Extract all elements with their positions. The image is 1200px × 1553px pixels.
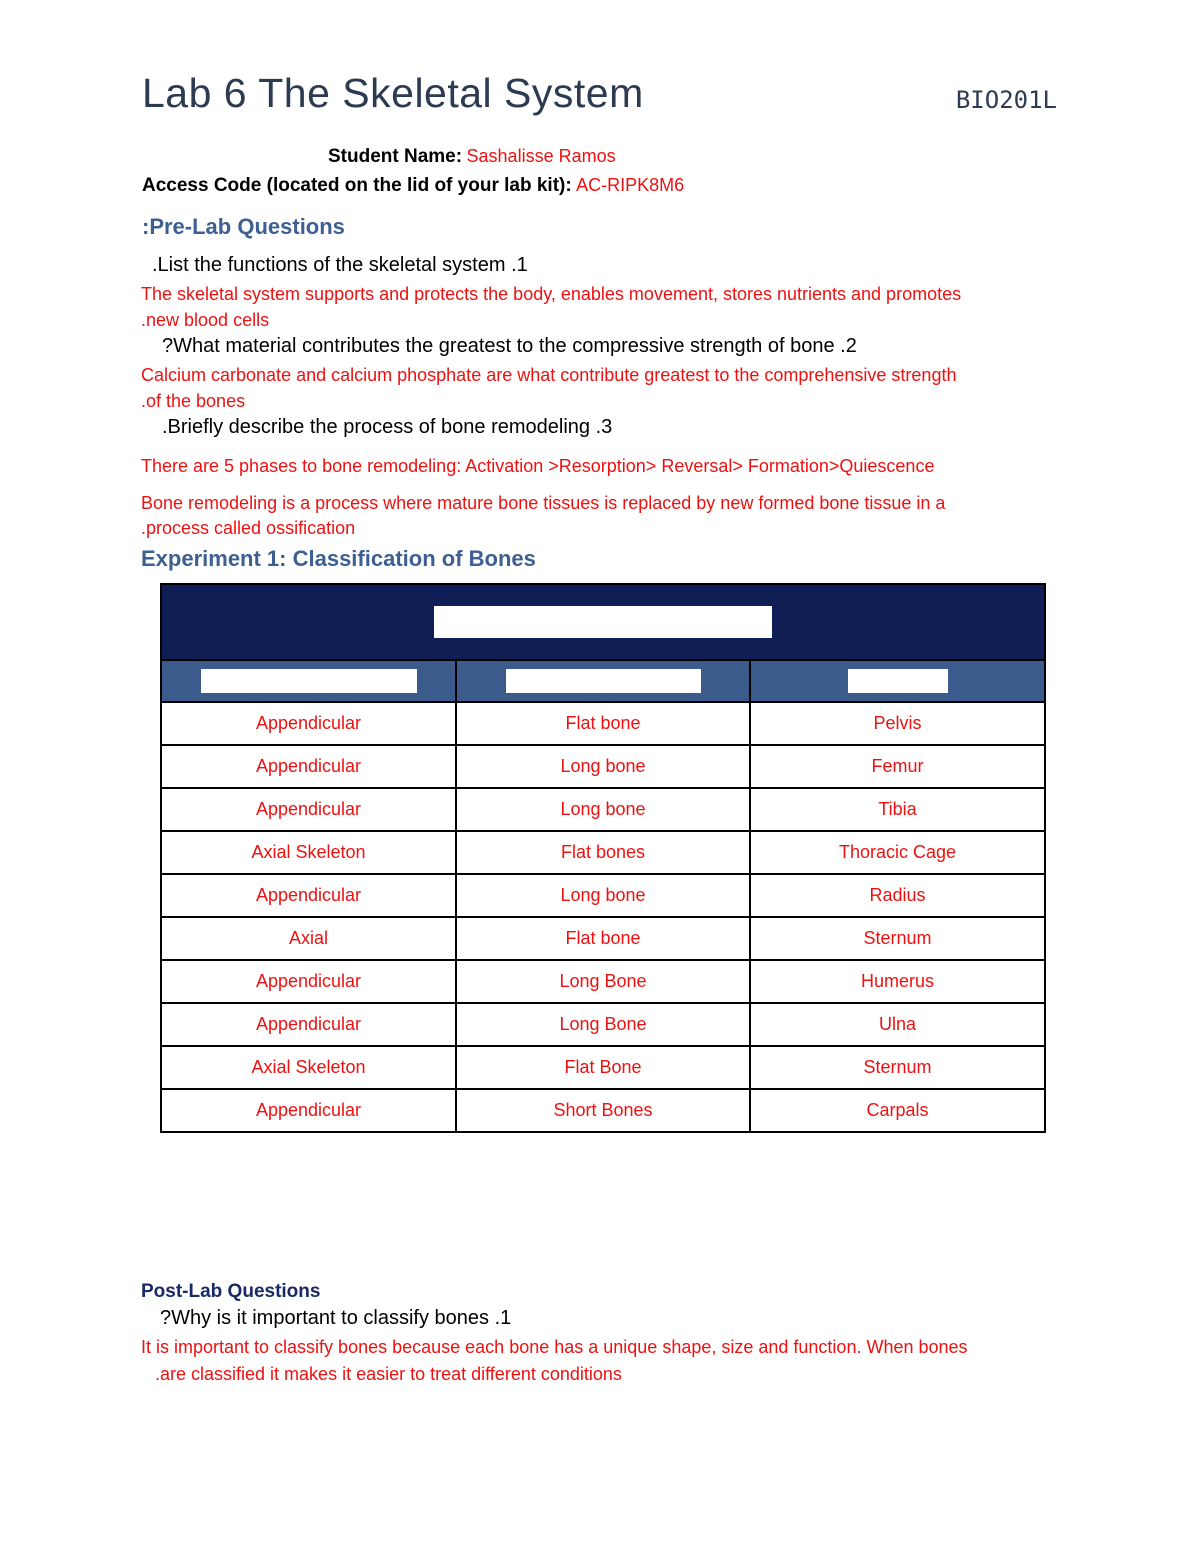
table-title-cell (161, 584, 1045, 660)
prelab-answer-1-line2: .new blood cells (141, 310, 270, 330)
bone-type-cell: Long bone (456, 788, 750, 831)
table-row (161, 788, 1045, 831)
bone-name-cell: Carpals (750, 1089, 1045, 1132)
bone-type-cell: Flat bone (456, 917, 750, 960)
prelab-answer-3-line1: There are 5 phases to bone remodeling: Activation >Resorption> Reversal> Formation>Quiescence (141, 456, 935, 476)
table-row (161, 960, 1045, 1003)
column-header-3 (750, 660, 1045, 702)
bone-type-cell: Short Bones (456, 1089, 750, 1132)
column-header-2 (456, 660, 750, 702)
table-row (161, 1046, 1045, 1089)
course-code: BIO201L (955, 86, 1057, 114)
bone-type-cell: Flat bone (456, 702, 750, 745)
bone-type-cell: Flat Bone (456, 1046, 750, 1089)
bone-type-cell: Long bone (456, 745, 750, 788)
prelab-answer-2-line2: .of the bones (141, 391, 246, 411)
access-code-line (142, 175, 684, 197)
bone-name-cell: Pelvis (750, 702, 1045, 745)
prelab-question-1: .List the functions of the skeletal system .1 (152, 254, 528, 276)
skeleton-division-cell: Appendicular (161, 702, 456, 745)
skeleton-division-cell: Axial (161, 917, 456, 960)
bone-name-cell: Humerus (750, 960, 1045, 1003)
bone-name-cell: Radius (750, 874, 1045, 917)
bone-type-cell: Flat bones (456, 831, 750, 874)
prelab-heading: :Pre-Lab Questions (142, 214, 345, 239)
bone-name-cell: Ulna (750, 1003, 1045, 1046)
bone-classification-table (160, 583, 1046, 1133)
postlab-heading: Post-Lab Questions (141, 1281, 321, 1302)
prelab-answer-1-line1: The skeletal system supports and protects the body, enables movement, stores nutrients and promotes (141, 284, 962, 304)
bone-name-cell: Tibia (750, 788, 1045, 831)
table-row (161, 745, 1045, 788)
column-header-3-box (848, 669, 948, 693)
student-name-label: Student Name: (328, 146, 463, 167)
bone-type-cell: Long bone (456, 874, 750, 917)
bone-type-cell: Long Bone (456, 960, 750, 1003)
table-row (161, 831, 1045, 874)
table-title-row (161, 584, 1045, 660)
skeleton-division-cell: Appendicular (161, 788, 456, 831)
table-column-header-row (161, 660, 1045, 702)
bone-name-cell: Sternum (750, 917, 1045, 960)
bone-name-cell: Sternum (750, 1046, 1045, 1089)
column-header-2-box (506, 669, 701, 693)
prelab-answer-3-line2: Bone remodeling is a process where mature bone tissues is replaced by new formed bone tissue in a (141, 493, 946, 513)
bone-name-cell: Thoracic Cage (750, 831, 1045, 874)
experiment-heading: Experiment 1: Classification of Bones (141, 546, 536, 571)
student-name-value: Sashalisse Ramos (466, 146, 616, 166)
table-row (161, 702, 1045, 745)
page-title: Lab 6 The Skeletal System (142, 70, 644, 116)
skeleton-division-cell: Appendicular (161, 874, 456, 917)
column-header-1-box (201, 669, 417, 693)
column-header-1 (161, 660, 456, 702)
postlab-question-1: ?Why is it important to classify bones .1 (160, 1307, 512, 1329)
skeleton-division-cell: Axial Skeleton (161, 1046, 456, 1089)
postlab-answer-1-line2: .are classified it makes it easier to treat different conditions (155, 1364, 622, 1384)
table-row (161, 874, 1045, 917)
skeleton-division-cell: Axial Skeleton (161, 831, 456, 874)
skeleton-division-cell: Appendicular (161, 1003, 456, 1046)
table-row (161, 917, 1045, 960)
skeleton-division-cell: Appendicular (161, 745, 456, 788)
table-row (161, 1003, 1045, 1046)
student-name-line (328, 146, 616, 168)
prelab-answer-2-line1: Calcium carbonate and calcium phosphate are what contribute greatest to the comprehensive strength (141, 365, 957, 385)
access-code-label: Access Code (located on the lid of your lab kit): (142, 175, 572, 196)
access-code-value: AC-RIPK8M6 (576, 175, 685, 195)
prelab-answer-3-line3: .process called ossification (141, 518, 356, 538)
bone-name-cell: Femur (750, 745, 1045, 788)
table-row (161, 1089, 1045, 1132)
table-title-box (434, 606, 772, 638)
skeleton-division-cell: Appendicular (161, 1089, 456, 1132)
bone-type-cell: Long Bone (456, 1003, 750, 1046)
prelab-question-3: .Briefly describe the process of bone remodeling .3 (162, 416, 613, 438)
skeleton-division-cell: Appendicular (161, 960, 456, 1003)
postlab-answer-1-line1: It is important to classify bones because each bone has a unique shape, size and function. When bones (141, 1337, 968, 1357)
prelab-question-2: ?What material contributes the greatest to the compressive strength of bone .2 (162, 335, 857, 357)
